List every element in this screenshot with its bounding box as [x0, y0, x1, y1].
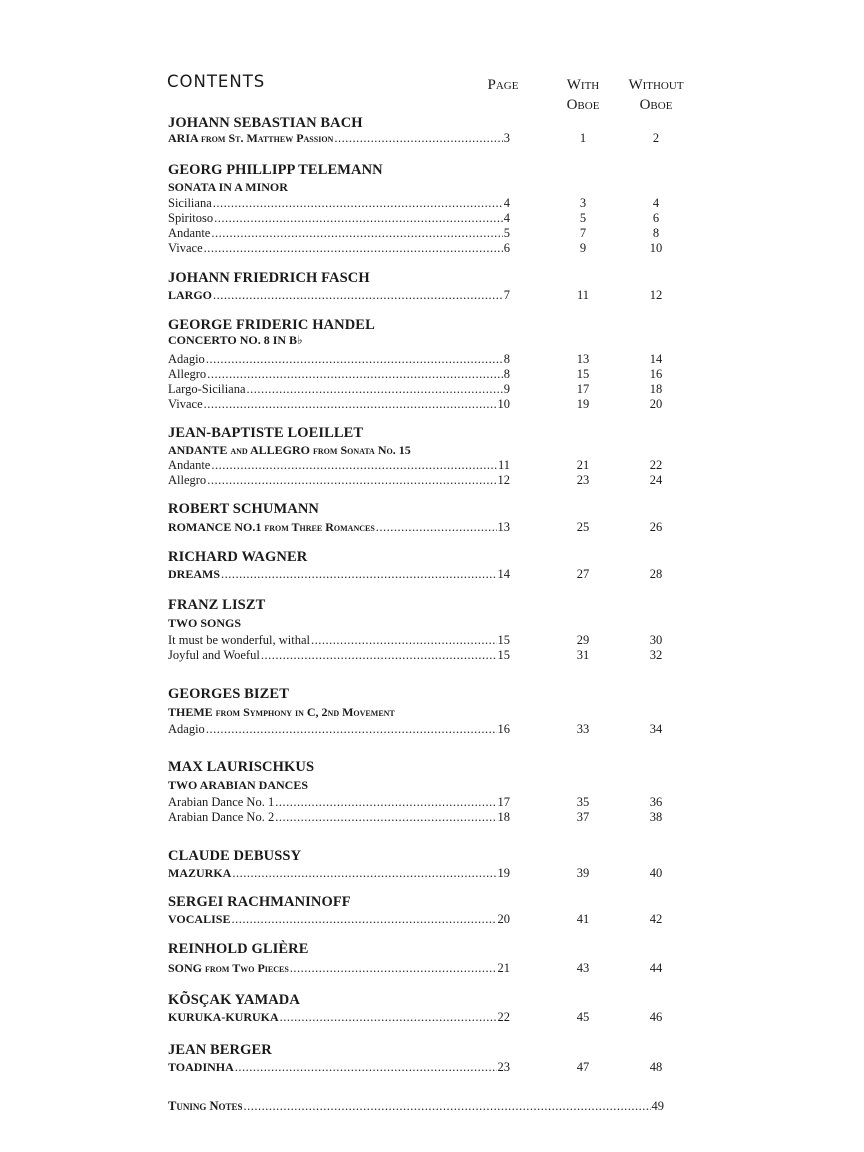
toc-entry[interactable]	[168, 211, 510, 226]
column-header-with-line1: With	[566, 77, 600, 93]
without-oboe-track: 24	[649, 473, 663, 487]
dot-leader	[211, 458, 497, 473]
entry-label: DREAMS	[168, 567, 221, 581]
with-oboe-track: 25	[576, 520, 590, 534]
entry-page: 15	[497, 633, 510, 647]
dot-leader	[244, 1099, 651, 1114]
entry-label: Siciliana	[168, 196, 212, 210]
entry-page: 3	[503, 131, 510, 145]
entry-page: 12	[497, 473, 510, 487]
with-oboe-track: 1	[579, 131, 587, 145]
entry-label: Vivace	[168, 397, 203, 411]
toc-entry[interactable]	[168, 367, 510, 382]
toc-entry[interactable]	[168, 1010, 510, 1025]
dot-leader	[247, 382, 503, 397]
without-oboe-track: 30	[649, 633, 663, 647]
toc-entry[interactable]	[168, 241, 510, 256]
without-oboe-track: 32	[649, 648, 663, 662]
entry-page: 49	[651, 1099, 664, 1113]
dot-leader	[280, 1010, 497, 1025]
entry-page: 21	[497, 961, 510, 975]
composer-name: CLAUDE DEBUSSY	[168, 848, 302, 864]
entry-page: 14	[497, 567, 510, 581]
entry-page: 4	[503, 196, 510, 210]
entry-page: 8	[503, 352, 510, 366]
work-title: CONCERTO NO. 8 IN B♭	[168, 333, 303, 347]
dot-leader	[214, 211, 503, 226]
entry-label: Allegro	[168, 367, 207, 381]
entry-label: ROMANCE NO.1 from Three Romances	[168, 520, 375, 534]
without-oboe-track: 6	[652, 211, 660, 225]
column-header-page: Page	[487, 77, 519, 93]
composer-name: JEAN-BAPTISTE LOEILLET	[168, 425, 364, 441]
toc-entry[interactable]	[168, 1060, 510, 1075]
dot-leader	[213, 288, 503, 303]
composer-name: GEORGE FRIDERIC HANDEL	[168, 317, 375, 333]
entry-label: Largo-Siciliana	[168, 382, 246, 396]
dot-leader	[275, 810, 496, 825]
with-oboe-track: 47	[576, 1060, 590, 1074]
dot-leader	[311, 633, 497, 648]
dot-leader	[261, 648, 497, 663]
dot-leader	[290, 961, 497, 976]
entry-page: 18	[497, 810, 510, 824]
column-header-without-oboe	[620, 75, 692, 115]
without-oboe-track: 12	[649, 288, 663, 302]
with-oboe-track: 39	[576, 866, 590, 880]
entry-label: Vivace	[168, 241, 203, 255]
entry-label: VOCALISE	[168, 912, 231, 926]
work-title: TWO SONGS	[168, 616, 242, 630]
dot-leader	[207, 367, 503, 382]
dot-leader	[204, 241, 503, 256]
entry-label: Adagio	[168, 722, 205, 736]
dot-leader	[334, 131, 502, 146]
without-oboe-track: 2	[652, 131, 660, 145]
entry-page: 22	[497, 1010, 510, 1024]
composer-name: SERGEI RACHMANINOFF	[168, 894, 351, 910]
toc-entry[interactable]	[168, 795, 510, 810]
without-oboe-track: 46	[649, 1010, 663, 1024]
work-title: THEME from Symphony in C, 2nd Movement	[168, 705, 395, 719]
entry-label: KURUKA-KURUKA	[168, 1010, 279, 1024]
with-oboe-track: 11	[576, 288, 590, 302]
entry-page: 5	[503, 226, 510, 240]
composer-name: KÕSÇAK YAMADA	[168, 992, 300, 1008]
entry-page: 9	[503, 382, 510, 396]
work-title: SONATA IN A MINOR	[168, 180, 288, 194]
without-oboe-track: 48	[649, 1060, 663, 1074]
dot-leader	[211, 226, 502, 241]
entry-page: 15	[497, 648, 510, 662]
entry-page: 11	[497, 458, 510, 472]
without-oboe-track: 4	[652, 196, 660, 210]
composer-name: GEORGES BIZET	[168, 686, 289, 702]
entry-label: SONG from Two Pieces	[168, 961, 289, 975]
toc-entry[interactable]	[168, 567, 510, 582]
dot-leader	[207, 473, 496, 488]
dot-leader	[231, 912, 496, 927]
toc-entry[interactable]	[168, 473, 510, 488]
without-oboe-track: 8	[652, 226, 660, 240]
entry-page: 8	[503, 367, 510, 381]
with-oboe-track: 33	[576, 722, 590, 736]
entry-label: MAZURKA	[168, 866, 232, 880]
without-oboe-track: 16	[649, 367, 663, 381]
toc-entry[interactable]	[168, 458, 510, 473]
entry-page: 4	[503, 211, 510, 225]
without-oboe-track: 42	[649, 912, 663, 926]
with-oboe-track: 15	[576, 367, 590, 381]
composer-name: FRANZ LISZT	[168, 597, 266, 613]
with-oboe-track: 31	[576, 648, 590, 662]
toc-entry[interactable]	[168, 352, 510, 367]
composer-name: RICHARD WAGNER	[168, 549, 308, 565]
without-oboe-track: 20	[649, 397, 663, 411]
composer-name: JOHANN FRIEDRICH FASCH	[168, 270, 370, 286]
without-oboe-track: 44	[649, 961, 663, 975]
entry-label: Arabian Dance No. 2	[168, 810, 275, 824]
entry-page: 17	[497, 795, 510, 809]
entry-label: TOADINHA	[168, 1060, 234, 1074]
with-oboe-track: 9	[579, 241, 587, 255]
dot-leader	[235, 1060, 497, 1075]
toc-entry[interactable]	[168, 226, 510, 241]
with-oboe-track: 17	[576, 382, 590, 396]
toc-entry[interactable]	[168, 196, 510, 211]
without-oboe-track: 18	[649, 382, 663, 396]
with-oboe-track: 13	[576, 352, 590, 366]
page-title: CONTENTS	[167, 72, 266, 91]
without-oboe-track: 34	[649, 722, 663, 736]
composer-name: ROBERT SCHUMANN	[168, 501, 319, 517]
dot-leader	[206, 722, 497, 737]
toc-entry[interactable]	[168, 912, 510, 927]
with-oboe-track: 43	[576, 961, 590, 975]
toc-entry-tuning-notes[interactable]	[168, 1099, 664, 1114]
column-header-without-line1: Without	[628, 77, 684, 93]
dot-leader	[206, 352, 503, 367]
composer-name: REINHOLD GLIÈRE	[168, 941, 309, 957]
entry-label: Joyful and Woeful	[168, 648, 260, 662]
toc-entry[interactable]	[168, 131, 510, 146]
entry-page: 19	[497, 866, 510, 880]
composer-name: JOHANN SEBASTIAN BACH	[168, 115, 363, 131]
with-oboe-track: 3	[579, 196, 587, 210]
entry-label: Tuning Notes	[168, 1099, 243, 1113]
entry-label: Arabian Dance No. 1	[168, 795, 275, 809]
composer-name: GEORG PHILLIPP TELEMANN	[168, 162, 383, 178]
entry-label: Andante	[168, 226, 211, 240]
toc-entry[interactable]	[168, 382, 510, 397]
toc-entry[interactable]	[168, 648, 510, 663]
without-oboe-track: 36	[649, 795, 663, 809]
without-oboe-track: 28	[649, 567, 663, 581]
with-oboe-track: 5	[579, 211, 587, 225]
entry-page: 23	[497, 1060, 510, 1074]
dot-leader	[376, 520, 497, 535]
toc-entry[interactable]	[168, 288, 510, 303]
entry-label: LARGO	[168, 288, 213, 302]
work-title: TWO ARABIAN DANCES	[168, 778, 309, 792]
with-oboe-track: 7	[579, 226, 587, 240]
entry-label: Andante	[168, 458, 211, 472]
without-oboe-track: 40	[649, 866, 663, 880]
entry-label: Spiritoso	[168, 211, 214, 225]
with-oboe-track: 23	[576, 473, 590, 487]
without-oboe-track: 10	[649, 241, 663, 255]
toc-entry[interactable]	[168, 633, 510, 648]
composer-name: JEAN BERGER	[168, 1042, 272, 1058]
work-title: ANDANTE and ALLEGRO from Sonata No. 15	[168, 443, 411, 457]
without-oboe-track: 38	[649, 810, 663, 824]
entry-page: 20	[497, 912, 510, 926]
with-oboe-track: 37	[576, 810, 590, 824]
without-oboe-track: 14	[649, 352, 663, 366]
dot-leader	[221, 567, 496, 582]
entry-label: Allegro	[168, 473, 207, 487]
without-oboe-track: 22	[649, 458, 663, 472]
dot-leader	[232, 866, 496, 881]
entry-page: 16	[497, 722, 510, 736]
entry-page: 7	[503, 288, 510, 302]
with-oboe-track: 29	[576, 633, 590, 647]
toc-entry[interactable]	[168, 520, 510, 535]
column-header-with-line2: Oboe	[566, 97, 600, 113]
with-oboe-track: 19	[576, 397, 590, 411]
entry-page: 6	[503, 241, 510, 255]
dot-leader	[275, 795, 496, 810]
entry-label: It must be wonderful, withal	[168, 633, 310, 647]
dot-leader	[204, 397, 497, 412]
with-oboe-track: 21	[576, 458, 590, 472]
with-oboe-track: 45	[576, 1010, 590, 1024]
column-header-with-oboe	[552, 75, 614, 115]
toc-entry[interactable]	[168, 722, 510, 737]
without-oboe-track: 26	[649, 520, 663, 534]
toc-entry[interactable]	[168, 961, 510, 976]
column-header-without-line2: Oboe	[639, 97, 673, 113]
with-oboe-track: 35	[576, 795, 590, 809]
entry-label: Adagio	[168, 352, 205, 366]
dot-leader	[213, 196, 503, 211]
toc-entry[interactable]	[168, 866, 510, 881]
with-oboe-track: 41	[576, 912, 590, 926]
toc-entry[interactable]	[168, 810, 510, 825]
entry-label: ARIA from St. Matthew Passion	[168, 131, 334, 145]
toc-entry[interactable]	[168, 397, 510, 412]
composer-name: MAX LAURISCHKUS	[168, 759, 315, 775]
with-oboe-track: 27	[576, 567, 590, 581]
entry-page: 13	[497, 520, 510, 534]
entry-page: 10	[497, 397, 510, 411]
